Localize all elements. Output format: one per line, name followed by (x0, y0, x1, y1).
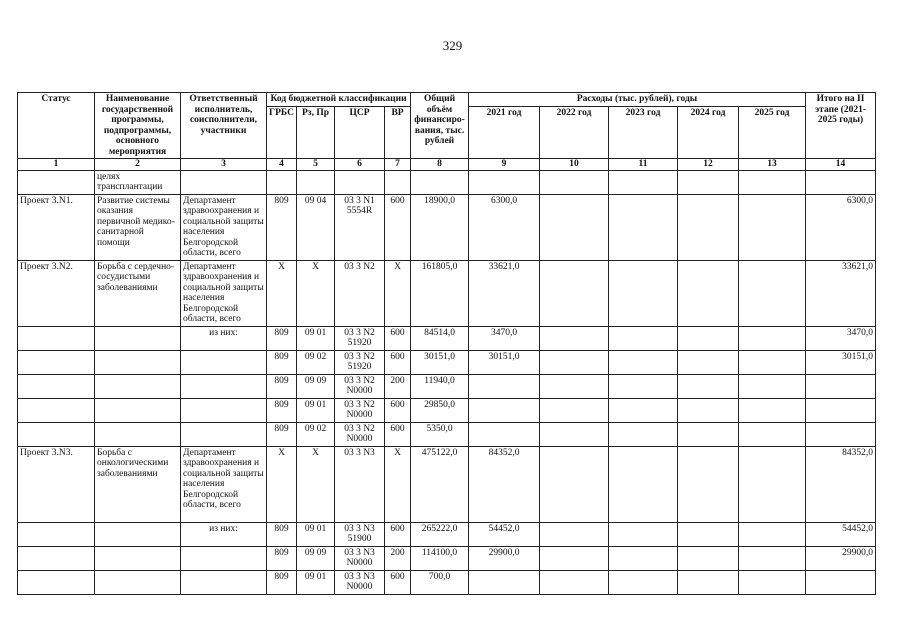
cell-y2024 (678, 446, 739, 522)
cell-csr: 03 3 N2 N0000 (335, 398, 385, 422)
column-number: 9 (469, 159, 540, 171)
cell-y2023 (609, 446, 678, 522)
cell-rzpr: 09 02 (297, 350, 335, 374)
cell-executor (181, 570, 267, 594)
cell-y2024 (678, 326, 739, 350)
cell-y2021 (469, 398, 540, 422)
cell-vr: 200 (385, 374, 411, 398)
cell-csr: 03 3 N1 5554R (335, 194, 385, 260)
column-number: 6 (335, 159, 385, 171)
cell-total: 30151,0 (411, 350, 469, 374)
column-number: 7 (385, 159, 411, 171)
cell-rzpr: Х (297, 446, 335, 522)
table-row (18, 260, 876, 326)
cell-rzpr: 09 01 (297, 522, 335, 546)
cell-executor: Департамент здравоохранения и социальной защиты населения Белгородской области, всего (181, 446, 267, 522)
cell-y2024 (678, 522, 739, 546)
cell-y2021 (469, 374, 540, 398)
header-2023: 2023 год (609, 107, 678, 159)
cell-grbs: Х (267, 446, 297, 522)
cell-itogo: 29900,0 (806, 546, 876, 570)
cell-grbs: 809 (267, 326, 297, 350)
cell-grbs: 809 (267, 546, 297, 570)
header-vr: ВР (385, 107, 411, 159)
cell-y2022 (540, 194, 609, 260)
cell-rzpr: 09 02 (297, 422, 335, 446)
cell-status (18, 170, 95, 194)
cell-y2022 (540, 398, 609, 422)
header-total: Общий объём финансиро-вания, тыс. рублей (411, 93, 469, 159)
cell-y2024 (678, 170, 739, 194)
cell-executor (181, 350, 267, 374)
column-number: 13 (739, 159, 806, 171)
cell-vr: 600 (385, 326, 411, 350)
cell-vr (385, 170, 411, 194)
cell-y2023 (609, 194, 678, 260)
cell-y2024 (678, 350, 739, 374)
cell-y2023 (609, 422, 678, 446)
table-row (18, 546, 876, 570)
cell-y2025 (739, 374, 806, 398)
cell-y2024 (678, 398, 739, 422)
column-number: 14 (806, 159, 876, 171)
cell-y2024 (678, 194, 739, 260)
cell-status (18, 422, 95, 446)
cell-status (18, 398, 95, 422)
cell-y2025 (739, 260, 806, 326)
cell-vr: Х (385, 260, 411, 326)
cell-executor: Департамент здравоохранения и социальной защиты населения Белгородской области, всего (181, 260, 267, 326)
cell-vr: 600 (385, 522, 411, 546)
cell-name: целях трансплантации (95, 170, 181, 194)
cell-csr: 03 3 N3 N0000 (335, 546, 385, 570)
cell-csr: 03 3 N3 N0000 (335, 570, 385, 594)
cell-y2024 (678, 260, 739, 326)
cell-y2023 (609, 326, 678, 350)
cell-y2022 (540, 170, 609, 194)
cell-name: Развитие системы оказания первичной медико-санитарной помощи (95, 194, 181, 260)
cell-itogo: 3470,0 (806, 326, 876, 350)
cell-total: 114100,0 (411, 546, 469, 570)
cell-itogo (806, 398, 876, 422)
cell-name (95, 422, 181, 446)
cell-name (95, 570, 181, 594)
header-2024: 2024 год (678, 107, 739, 159)
cell-vr: 600 (385, 422, 411, 446)
cell-grbs: 809 (267, 374, 297, 398)
cell-y2025 (739, 446, 806, 522)
cell-csr: 03 3 N2 N0000 (335, 422, 385, 446)
cell-itogo (806, 170, 876, 194)
column-number: 12 (678, 159, 739, 171)
cell-name: Борьба с онкологическими заболеваниями (95, 446, 181, 522)
cell-y2022 (540, 260, 609, 326)
cell-rzpr: 09 04 (297, 194, 335, 260)
column-number: 11 (609, 159, 678, 171)
cell-y2024 (678, 570, 739, 594)
table-row (18, 170, 876, 194)
cell-executor (181, 374, 267, 398)
cell-executor: из них: (181, 522, 267, 546)
header-expenses-group: Расходы (тыс. рублей), годы (469, 93, 806, 107)
cell-executor: Департамент здравоохранения и социальной защиты населения Белгородской области, всего (181, 194, 267, 260)
cell-itogo (806, 374, 876, 398)
cell-total: 18900,0 (411, 194, 469, 260)
cell-y2023 (609, 374, 678, 398)
cell-status: Проект 3.N3. (18, 446, 95, 522)
column-number: 8 (411, 159, 469, 171)
cell-rzpr (297, 170, 335, 194)
cell-itogo: 54452,0 (806, 522, 876, 546)
table-row (18, 522, 876, 546)
table-row (18, 194, 876, 260)
cell-y2022 (540, 570, 609, 594)
cell-y2021 (469, 570, 540, 594)
cell-name (95, 522, 181, 546)
header-2021: 2021 год (469, 107, 540, 159)
table-body (18, 170, 876, 594)
table-row (18, 422, 876, 446)
cell-rzpr: Х (297, 260, 335, 326)
page-number: 329 (442, 38, 463, 53)
column-number: 5 (297, 159, 335, 171)
header-status: Статус (18, 93, 95, 159)
cell-y2021 (469, 422, 540, 446)
cell-vr: 600 (385, 350, 411, 374)
table-row (18, 350, 876, 374)
cell-rzpr: 09 09 (297, 546, 335, 570)
header-grbs: ГРБС (267, 107, 297, 159)
cell-y2023 (609, 350, 678, 374)
cell-name (95, 546, 181, 570)
cell-grbs: 809 (267, 422, 297, 446)
cell-grbs: Х (267, 260, 297, 326)
header-executor: Ответственный исполнитель, соисполнители, участники (181, 93, 267, 159)
cell-y2021 (469, 170, 540, 194)
cell-csr: 03 3 N3 (335, 446, 385, 522)
header-csr: ЦСР (335, 107, 385, 159)
cell-total: 265222,0 (411, 522, 469, 546)
cell-csr: 03 3 N2 51920 (335, 350, 385, 374)
cell-rzpr: 09 01 (297, 326, 335, 350)
cell-y2022 (540, 522, 609, 546)
table-row (18, 398, 876, 422)
table-row (18, 374, 876, 398)
cell-y2021: 84352,0 (469, 446, 540, 522)
column-number-row (18, 159, 876, 171)
cell-itogo: 6300,0 (806, 194, 876, 260)
cell-y2021: 30151,0 (469, 350, 540, 374)
cell-status (18, 570, 95, 594)
cell-itogo: 30151,0 (806, 350, 876, 374)
cell-y2021: 54452,0 (469, 522, 540, 546)
cell-y2022 (540, 546, 609, 570)
cell-vr: 600 (385, 570, 411, 594)
cell-executor: из них: (181, 326, 267, 350)
cell-grbs: 809 (267, 194, 297, 260)
column-number: 1 (18, 159, 95, 171)
header-itogo: Итого на II этапе (2021-2025 годы) (806, 93, 876, 159)
cell-grbs: 809 (267, 570, 297, 594)
cell-y2024 (678, 546, 739, 570)
column-number: 3 (181, 159, 267, 171)
cell-vr: Х (385, 446, 411, 522)
cell-itogo: 84352,0 (806, 446, 876, 522)
cell-name (95, 374, 181, 398)
cell-executor (181, 422, 267, 446)
cell-status (18, 522, 95, 546)
cell-itogo (806, 570, 876, 594)
cell-y2025 (739, 522, 806, 546)
cell-y2025 (739, 546, 806, 570)
cell-y2021: 33621,0 (469, 260, 540, 326)
cell-csr: 03 3 N3 51900 (335, 522, 385, 546)
cell-rzpr: 09 01 (297, 398, 335, 422)
header-rzpr: Рз, Пр (297, 107, 335, 159)
budget-table (17, 92, 876, 595)
cell-itogo (806, 422, 876, 446)
header-name: Наименование государственной программы, подпрограммы, основного мероприятия (95, 93, 181, 159)
cell-y2025 (739, 422, 806, 446)
table-row (18, 446, 876, 522)
cell-vr: 600 (385, 398, 411, 422)
table-row (18, 326, 876, 350)
cell-total: 475122,0 (411, 446, 469, 522)
cell-total: 5350,0 (411, 422, 469, 446)
column-number: 2 (95, 159, 181, 171)
column-number: 4 (267, 159, 297, 171)
cell-y2023 (609, 398, 678, 422)
cell-grbs: 809 (267, 522, 297, 546)
cell-name (95, 398, 181, 422)
cell-name (95, 350, 181, 374)
cell-y2022 (540, 422, 609, 446)
cell-vr: 200 (385, 546, 411, 570)
cell-y2022 (540, 446, 609, 522)
cell-csr (335, 170, 385, 194)
cell-y2025 (739, 350, 806, 374)
cell-total: 29850,0 (411, 398, 469, 422)
cell-total (411, 170, 469, 194)
cell-y2025 (739, 194, 806, 260)
cell-total: 161805,0 (411, 260, 469, 326)
header-code-group: Код бюджетной классификации (267, 93, 411, 107)
header-2022: 2022 год (540, 107, 609, 159)
cell-csr: 03 3 N2 (335, 260, 385, 326)
cell-y2022 (540, 326, 609, 350)
cell-total: 700,0 (411, 570, 469, 594)
cell-csr: 03 3 N2 51920 (335, 326, 385, 350)
cell-status: Проект 3.N2. (18, 260, 95, 326)
cell-y2021: 29900,0 (469, 546, 540, 570)
cell-rzpr: 09 09 (297, 374, 335, 398)
table-row (18, 570, 876, 594)
cell-y2021: 6300,0 (469, 194, 540, 260)
cell-y2024 (678, 374, 739, 398)
cell-vr: 600 (385, 194, 411, 260)
cell-csr: 03 3 N2 N0000 (335, 374, 385, 398)
cell-y2025 (739, 170, 806, 194)
cell-y2022 (540, 350, 609, 374)
cell-name: Борьба с сердечно-сосудистыми заболеваниями (95, 260, 181, 326)
cell-y2023 (609, 260, 678, 326)
column-number: 10 (540, 159, 609, 171)
cell-y2021: 3470,0 (469, 326, 540, 350)
cell-y2022 (540, 374, 609, 398)
cell-y2025 (739, 570, 806, 594)
cell-y2025 (739, 326, 806, 350)
cell-status (18, 350, 95, 374)
cell-status (18, 374, 95, 398)
cell-status: Проект 3.N1. (18, 194, 95, 260)
cell-itogo: 33621,0 (806, 260, 876, 326)
cell-name (95, 326, 181, 350)
cell-rzpr: 09 01 (297, 570, 335, 594)
cell-executor (181, 170, 267, 194)
cell-grbs (267, 170, 297, 194)
cell-y2023 (609, 546, 678, 570)
cell-status (18, 326, 95, 350)
cell-executor (181, 546, 267, 570)
cell-y2024 (678, 422, 739, 446)
cell-y2023 (609, 570, 678, 594)
cell-total: 11940,0 (411, 374, 469, 398)
cell-status (18, 546, 95, 570)
cell-y2023 (609, 170, 678, 194)
cell-grbs: 809 (267, 398, 297, 422)
cell-y2025 (739, 398, 806, 422)
cell-executor (181, 398, 267, 422)
cell-y2023 (609, 522, 678, 546)
header-2025: 2025 год (739, 107, 806, 159)
cell-total: 84514,0 (411, 326, 469, 350)
cell-grbs: 809 (267, 350, 297, 374)
